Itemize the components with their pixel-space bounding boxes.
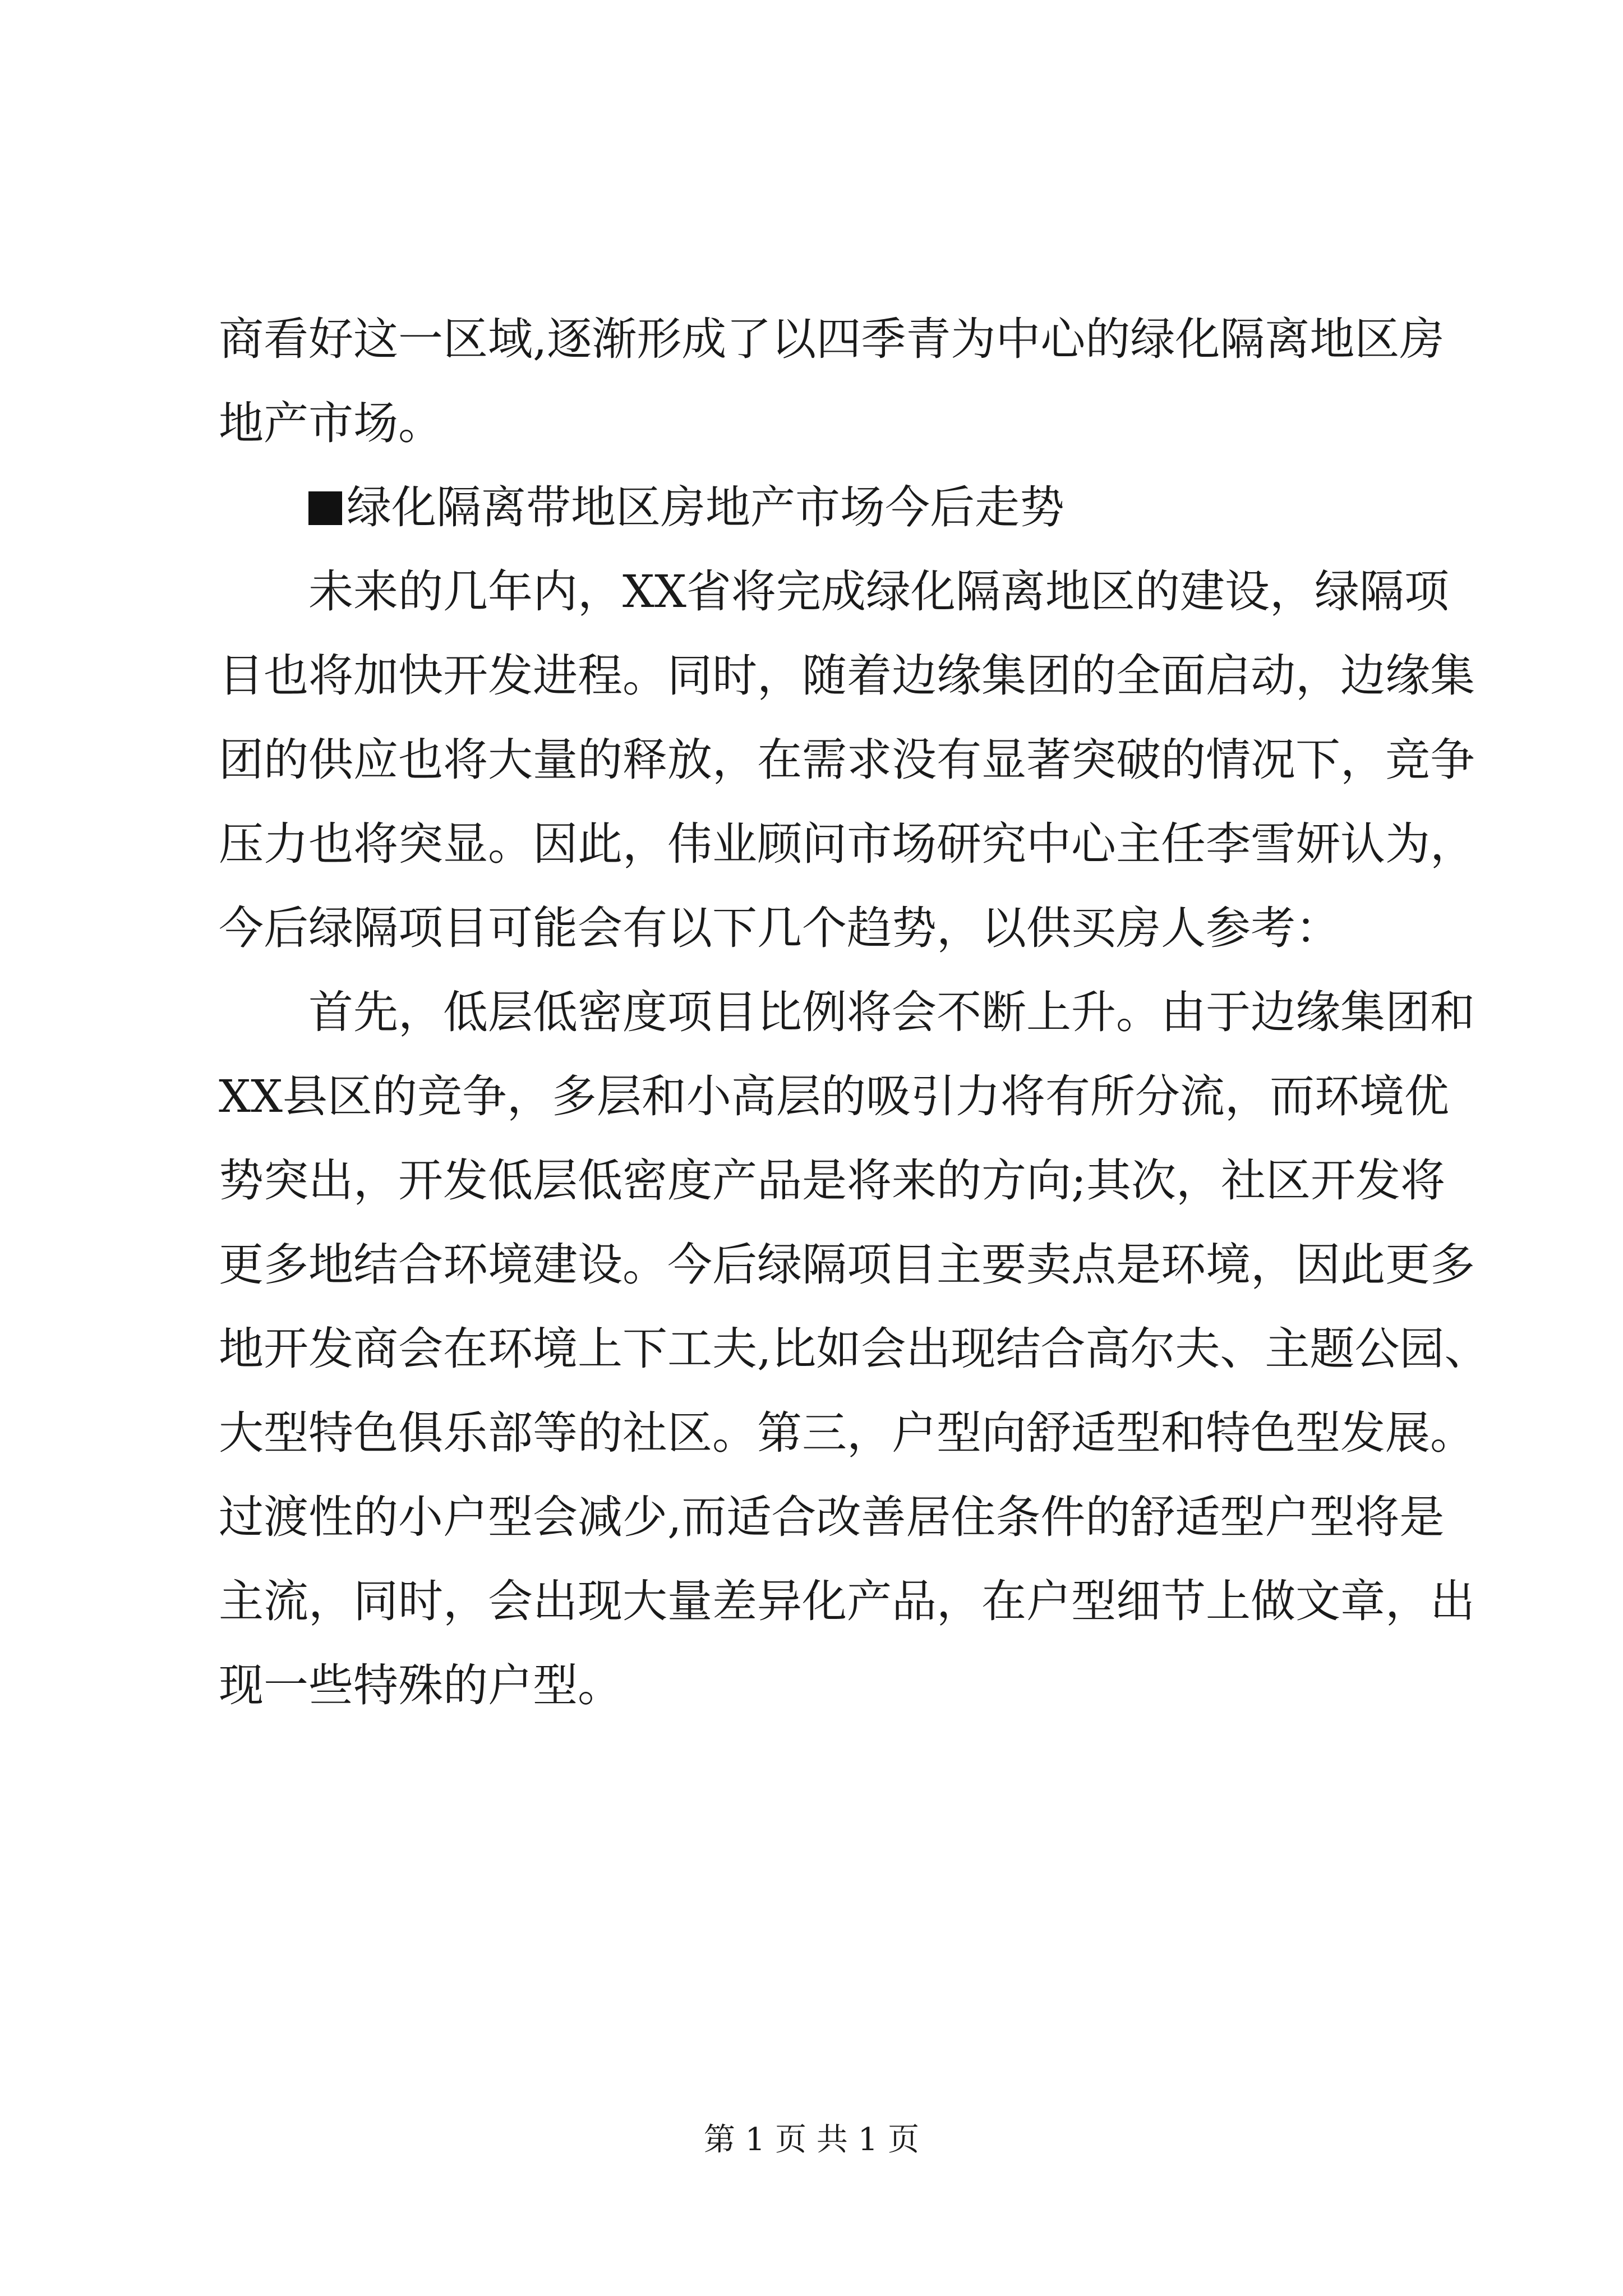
text-line: 团的供应也将大量的释放，在需求没有显著突破的情况下，竞争 xyxy=(219,734,1475,786)
text-line: 首先，低层低密度项目比例将会不断上升。由于边缘集团和 xyxy=(308,986,1475,1038)
square-bullet-icon xyxy=(308,491,342,525)
text-line: 今后绿隔项目可能会有以下几个趋势，以供买房人参考： xyxy=(219,902,1340,954)
text-line: 目也将加快开发进程。同时，随着边缘集团的全面启动，边缘集 xyxy=(219,650,1475,702)
text-line: 地产市场。 xyxy=(219,397,443,449)
text-line: 地开发商会在环境上下工夫,比如会出现结合高尔夫、主题公园、 xyxy=(219,1323,1490,1375)
page-number-footer: 第 1 页 共 1 页 xyxy=(703,2122,920,2158)
section-heading xyxy=(219,466,1430,550)
text-line: 大型特色俱乐部等的社区。第三，户型向舒适型和特色型发展。 xyxy=(219,1407,1475,1459)
text-line: 商看好这一区域,逐渐形成了以四季青为中心的绿化隔离地区房 xyxy=(219,313,1445,365)
text-line: 过渡性的小户型会减少,而适合改善居住条件的舒适型户型将是 xyxy=(219,1491,1445,1543)
text-line: 主流，同时，会出现大量差异化产品，在户型细节上做文章，出 xyxy=(219,1575,1475,1627)
text-line: 更多地结合环境建设。今后绿隔项目主要卖点是环境，因此更多 xyxy=(219,1239,1475,1291)
text-line: 势突出，开发低层低密度产品是将来的方向;其次，社区开发将 xyxy=(219,1154,1445,1207)
body-text xyxy=(219,297,1490,1728)
text-line: XX县区的竞争，多层和小高层的吸引力将有所分流，而环境优 xyxy=(219,1070,1449,1122)
text-line: 现一些特殊的户型。 xyxy=(219,1659,623,1711)
text-line: 压力也将突显。因此，伟业顾问市场研究中心主任李雪妍认为， xyxy=(219,818,1475,870)
text-line: 未来的几年内，XX省将完成绿化隔离地区的建设，绿隔项 xyxy=(308,565,1449,618)
section-heading-text: 绿化隔离带地区房地产市场今后走势 xyxy=(347,481,1064,533)
